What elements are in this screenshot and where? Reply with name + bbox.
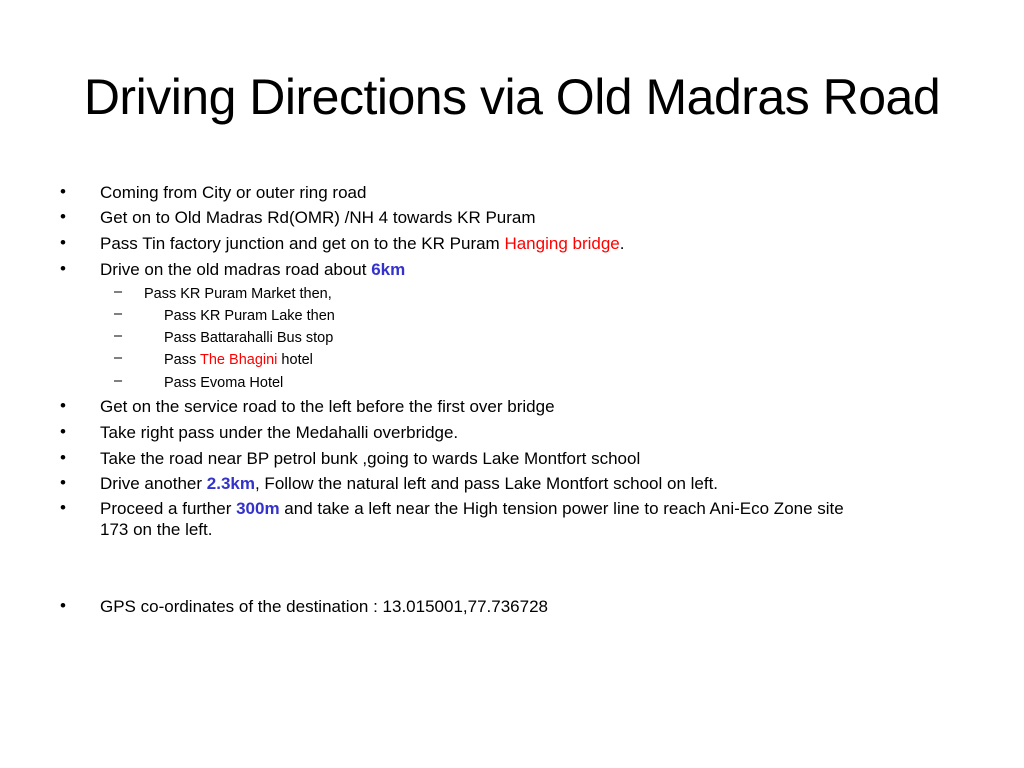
bullet-marker: • bbox=[60, 396, 66, 415]
list-item bbox=[100, 498, 844, 519]
bullet-marker: • bbox=[60, 473, 66, 492]
list-item bbox=[100, 473, 718, 494]
highlight-text: The Bhagini bbox=[200, 352, 278, 368]
bullet-marker: • bbox=[60, 259, 66, 278]
item-text: Pass bbox=[164, 352, 201, 368]
dash-marker: – bbox=[114, 306, 123, 322]
highlight-text: Hanging bridge bbox=[504, 234, 620, 253]
item-text: , Follow the natural left and pass Lake Montfort school on left. bbox=[254, 474, 719, 493]
bullet-marker: • bbox=[60, 182, 66, 201]
list-item bbox=[100, 233, 625, 254]
item-text: and take a left near the High tension power line to reach Ani-Eco Zone site bbox=[279, 499, 844, 518]
item-text: Drive another bbox=[100, 474, 207, 493]
sub-list-item: Pass Evoma Hotel bbox=[164, 375, 284, 391]
list-item: Get on the service road to the left before the first over bridge bbox=[100, 397, 555, 416]
dash-marker: – bbox=[114, 373, 123, 389]
list-item bbox=[100, 259, 405, 280]
distance-highlight: 300m bbox=[236, 499, 280, 518]
list-item-continuation: 173 on the left. bbox=[100, 520, 213, 539]
item-text: . bbox=[619, 234, 625, 253]
distance-highlight: 2.3km bbox=[206, 474, 255, 493]
item-text: Drive on the old madras road about bbox=[100, 260, 372, 279]
slide-title: Driving Directions via Old Madras Road bbox=[83, 69, 941, 125]
item-text: Proceed a further bbox=[100, 499, 237, 518]
dash-marker: – bbox=[114, 350, 123, 366]
bullet-marker: • bbox=[60, 233, 66, 252]
gps-coordinates: GPS co-ordinates of the destination : 13.015001,77.736728 bbox=[100, 597, 548, 616]
dash-marker: – bbox=[114, 328, 123, 344]
list-item: Take the road near BP petrol bunk ,going to wards Lake Montfort school bbox=[100, 449, 641, 468]
sub-list-item bbox=[164, 350, 313, 370]
bullet-marker: • bbox=[60, 498, 66, 517]
list-item: Take right pass under the Medahalli overbridge. bbox=[100, 423, 459, 442]
list-item: Get on to Old Madras Rd(OMR) /NH 4 towards KR Puram bbox=[100, 208, 536, 227]
bullet-marker: • bbox=[60, 596, 66, 615]
sub-list-item: Pass Battarahalli Bus stop bbox=[164, 330, 334, 346]
distance-highlight: 6km bbox=[371, 260, 406, 279]
sub-list-item: Pass KR Puram Market then, bbox=[144, 286, 332, 302]
dash-marker: – bbox=[114, 284, 123, 300]
item-text: hotel bbox=[277, 352, 313, 368]
bullet-marker: • bbox=[60, 448, 66, 467]
sub-list-item: Pass KR Puram Lake then bbox=[164, 308, 335, 324]
bullet-marker: • bbox=[60, 422, 66, 441]
item-text: Pass Tin factory junction and get on to the KR Puram bbox=[100, 234, 505, 253]
bullet-marker: • bbox=[60, 207, 66, 226]
list-item: Coming from City or outer ring road bbox=[100, 183, 367, 202]
